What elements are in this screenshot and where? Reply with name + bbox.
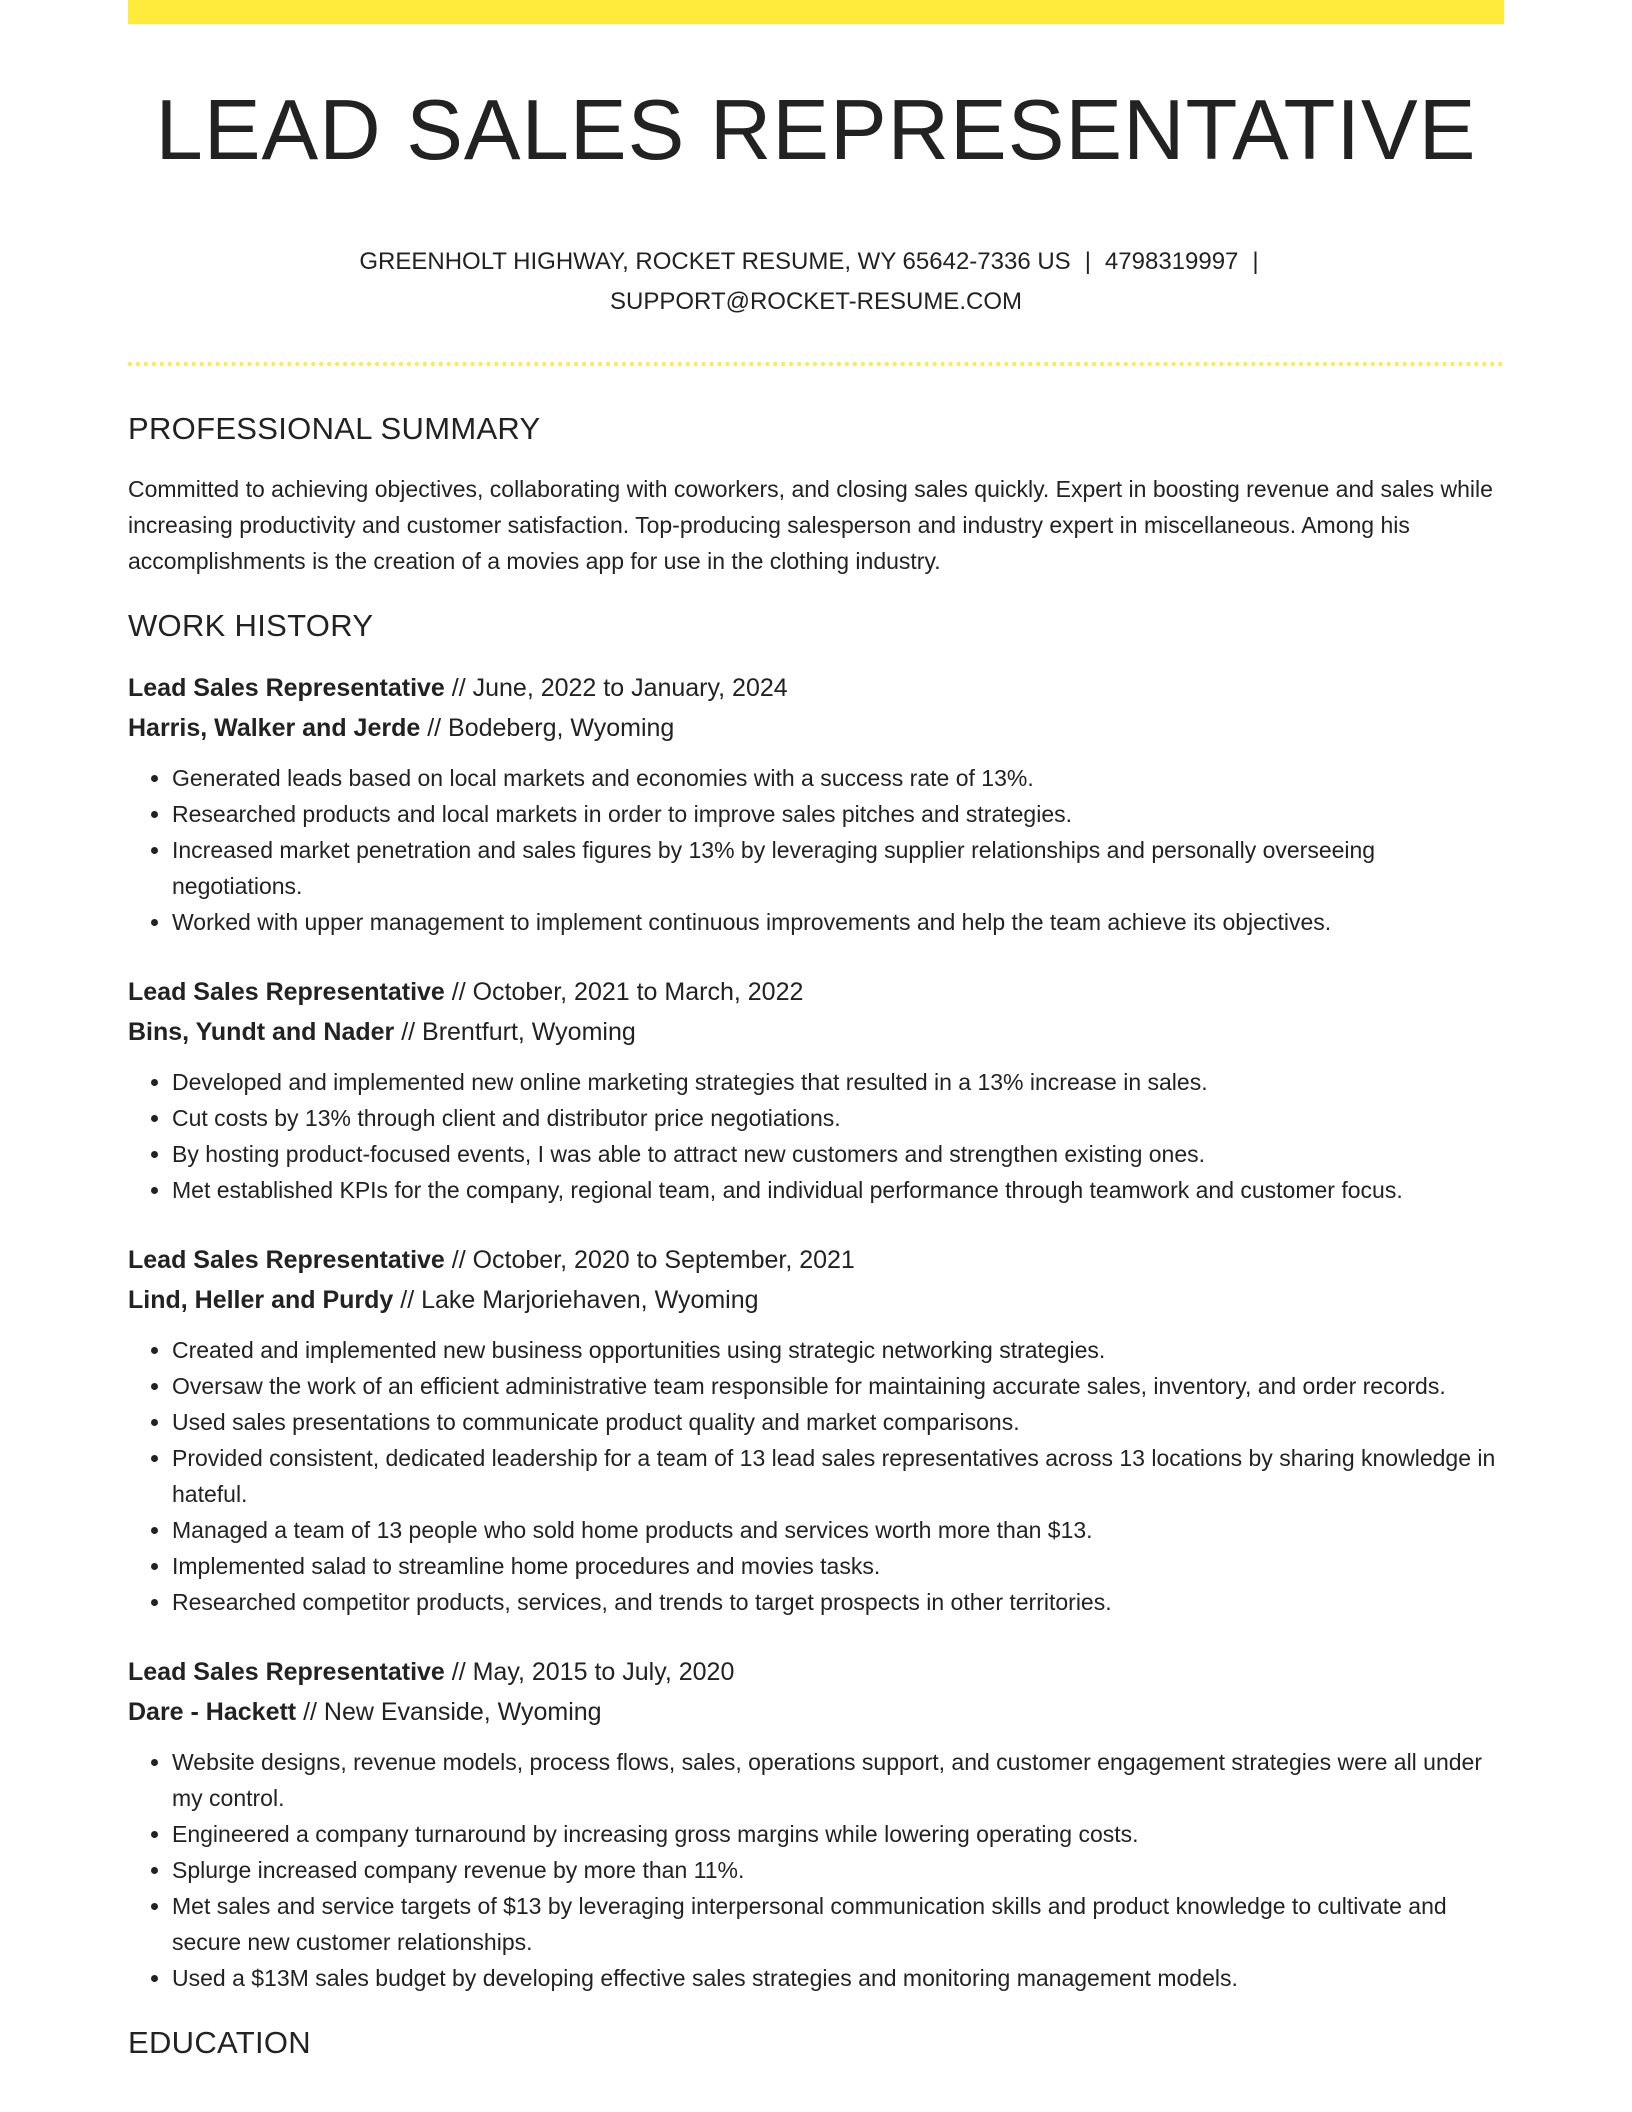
job-location: // Lake Marjoriehaven, Wyoming (393, 1285, 759, 1314)
job-role-line (128, 1240, 1504, 1280)
job-company: Harris, Walker and Jerde (128, 713, 421, 742)
address-text: GREENHOLT HIGHWAY, ROCKET RESUME, WY 65642-7336 US (359, 247, 1071, 275)
job-company: Bins, Yundt and Nader (128, 1017, 395, 1046)
job-bullets (128, 1064, 1504, 1208)
job-entry (128, 668, 1504, 940)
job-role-line (128, 668, 1504, 708)
job-bullets (128, 1332, 1504, 1620)
bullet-item: • Developed and implemented new online marketing strategies that resulted in a 13% increase in sales. (172, 1064, 1504, 1100)
bullet-item: • Increased market penetration and sales figures by 13% by leveraging supplier relationships and personally overseeing negotiations. (172, 832, 1504, 904)
job-dates: // May, 2015 to July, 2020 (444, 1657, 735, 1686)
contact-separator: | (1252, 247, 1259, 275)
resume-title: LEAD SALES REPRESENTATIVE (155, 83, 1477, 178)
job-role: Lead Sales Representative (128, 977, 445, 1006)
job-company-line (128, 1692, 1504, 1732)
job-bullets (128, 760, 1504, 940)
job-dates: // October, 2020 to September, 2021 (444, 1245, 855, 1274)
job-company: Lind, Heller and Purdy (128, 1285, 394, 1314)
job-location: // Brentfurt, Wyoming (394, 1017, 636, 1046)
job-location: // Bodeberg, Wyoming (420, 713, 675, 742)
phone-text: 4798319997 (1104, 247, 1239, 275)
bullet-item: • Created and implemented new business opportunities using strategic networking strategies. (172, 1332, 1504, 1368)
bullet-item: • Worked with upper management to implement continuous improvements and help the team achieve its objectives. (172, 904, 1504, 940)
summary-heading: PROFESSIONAL SUMMARY (128, 410, 541, 446)
job-location: // New Evanside, Wyoming (296, 1697, 602, 1726)
bullet-item: • Website designs, revenue models, process flows, sales, operations support, and customer engagement strategies were all under my control. (172, 1744, 1504, 1816)
bullet-item: • Cut costs by 13% through client and distributor price negotiations. (172, 1100, 1504, 1136)
job-company-line (128, 1280, 1504, 1320)
bullet-item: • Splurge increased company revenue by more than 11%. (172, 1852, 1504, 1888)
bullet-item: • Met sales and service targets of $13 by leveraging interpersonal communication skills and product knowledge to cultivate and secure new customer relationships. (172, 1888, 1504, 1960)
bullet-item: • Used sales presentations to communicate product quality and market comparisons. (172, 1404, 1504, 1440)
bullet-item: • Met established KPIs for the company, regional team, and individual performance through teamwork and customer focus. (172, 1172, 1504, 1208)
job-role-line (128, 972, 1504, 1012)
bullet-item: • Managed a team of 13 people who sold home products and services worth more than $13. (172, 1512, 1504, 1548)
resume-page (128, 0, 1504, 2061)
dotted-divider (128, 362, 1504, 366)
bullet-item: • Provided consistent, dedicated leadership for a team of 13 lead sales representatives across 13 locations by sharing knowledge in hateful. (172, 1440, 1504, 1512)
job-role: Lead Sales Representative (128, 1245, 445, 1274)
job-list (128, 668, 1504, 1996)
bullet-item: • Used a $13M sales budget by developing effective sales strategies and monitoring management models. (172, 1960, 1504, 1996)
job-company: Dare - Hackett (128, 1697, 297, 1726)
job-bullets (128, 1744, 1504, 1996)
job-role-line (128, 1652, 1504, 1692)
work-history-heading: WORK HISTORY (128, 607, 374, 643)
job-entry (128, 1240, 1504, 1620)
email-text: SUPPORT@ROCKET-RESUME.COM (610, 287, 1022, 315)
job-role: Lead Sales Representative (128, 673, 445, 702)
job-dates: // October, 2021 to March, 2022 (444, 977, 804, 1006)
bullet-item: • By hosting product-focused events, I was able to attract new customers and strengthen existing ones. (172, 1136, 1504, 1172)
bullet-item: • Oversaw the work of an efficient administrative team responsible for maintaining accurate sales, inventory, and order records. (172, 1368, 1504, 1404)
bullet-item: • Implemented salad to streamline home procedures and movies tasks. (172, 1548, 1504, 1584)
bullet-item: • Engineered a company turnaround by increasing gross margins while lowering operating costs. (172, 1816, 1504, 1852)
job-dates: // June, 2022 to January, 2024 (444, 673, 788, 702)
job-entry (128, 1652, 1504, 1996)
bullet-item: • Researched products and local markets in order to improve sales pitches and strategies. (172, 796, 1504, 832)
summary-text: Committed to achieving objectives, collaborating with coworkers, and closing sales quickly. Expert in boosting revenue and sales while increasing productivity and customer satisfaction. Top-producing salesperson and industry expert in miscellaneous. Among his accomplishments is the creation of a movies app for use in the clothing industry. (128, 475, 1493, 574)
job-company-line (128, 1012, 1504, 1052)
job-company-line (128, 708, 1504, 748)
top-accent-bar (128, 0, 1504, 24)
contact-info (316, 242, 1316, 322)
job-role: Lead Sales Representative (128, 1657, 445, 1686)
bullet-item: • Generated leads based on local markets and economies with a success rate of 13%. (172, 760, 1504, 796)
job-entry (128, 972, 1504, 1208)
bullet-item: • Researched competitor products, services, and trends to target prospects in other territories. (172, 1584, 1504, 1620)
contact-separator: | (1084, 247, 1091, 275)
education-heading: EDUCATION (128, 2024, 311, 2060)
